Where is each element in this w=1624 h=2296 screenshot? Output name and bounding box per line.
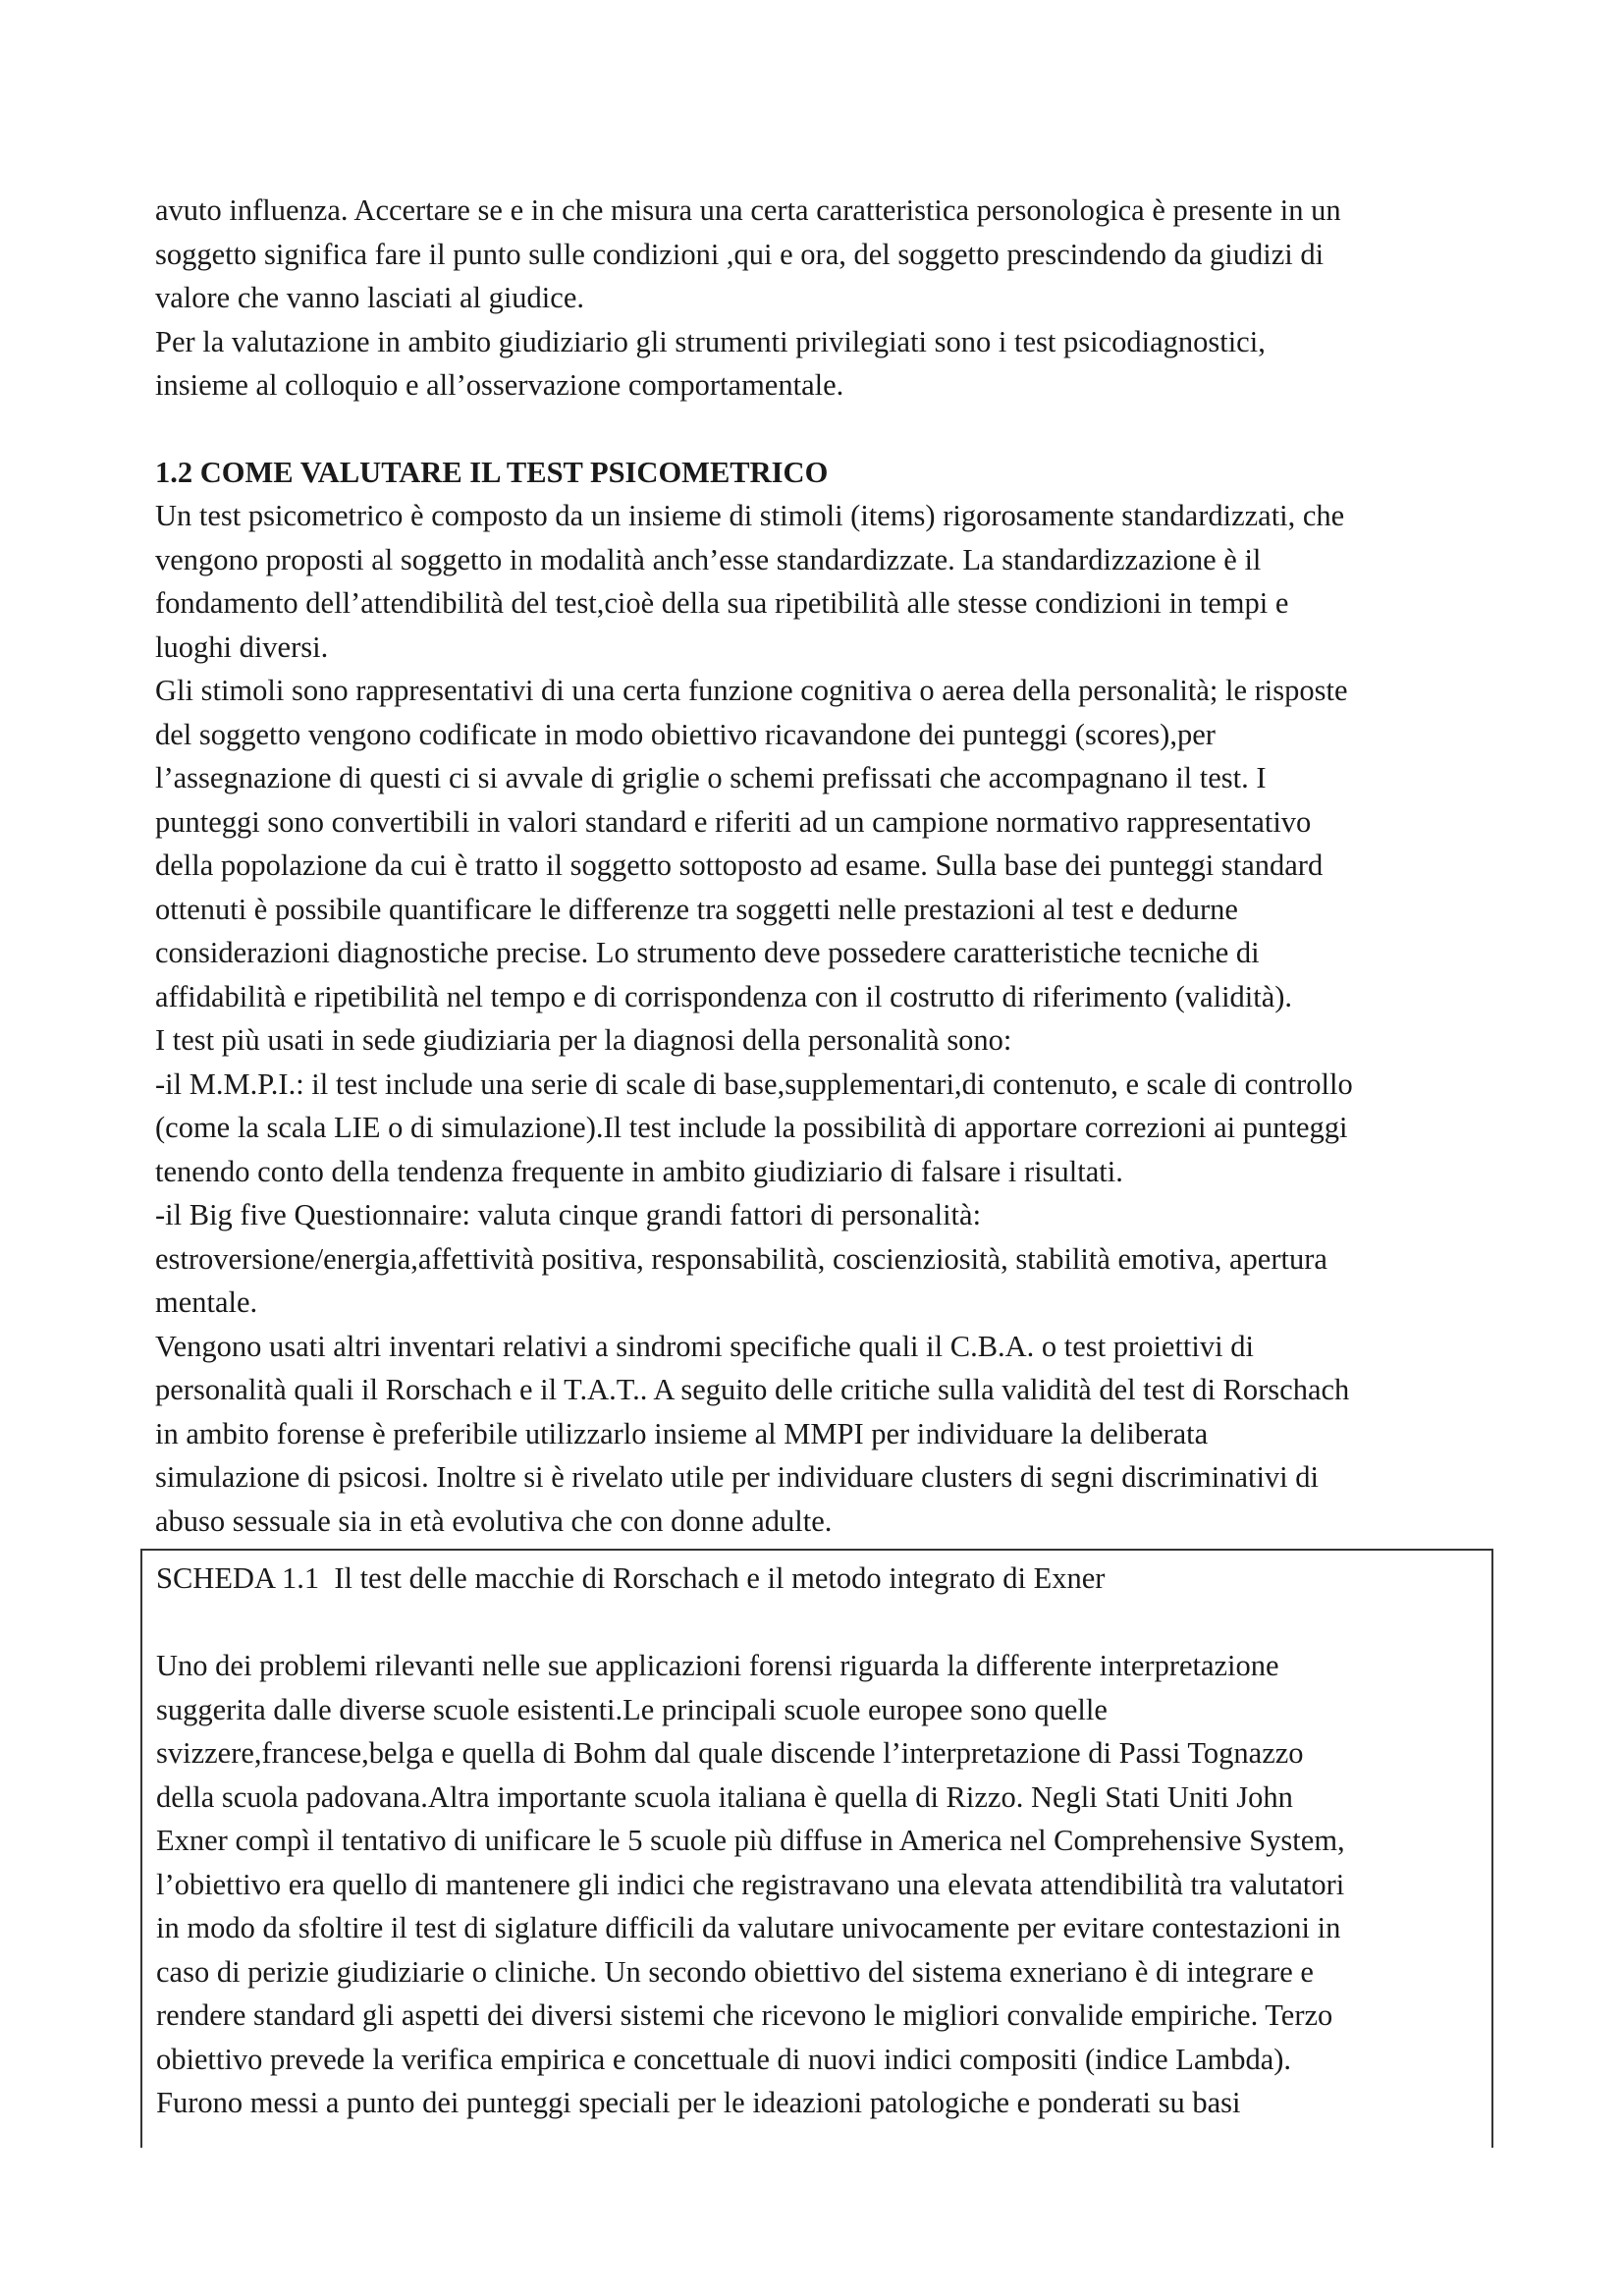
intro-paragraph [155, 189, 1490, 408]
document-body [155, 189, 1490, 1543]
text-line: Furono messi a punto dei punteggi speciali per le ideazioni patologiche e ponderati su basi [156, 2086, 1241, 2119]
text-line: (come la scala LIE o di simulazione).Il test include la possibilità di apportare correzioni ai punteggi [155, 1111, 1348, 1144]
scheda-paragraph [156, 1644, 1482, 2125]
text-line: suggerita dalle diverse scuole esistenti.Le principali scuole europee sono quelle [156, 1692, 1108, 1726]
text-line: luoghi diversi. [155, 629, 329, 664]
text-line: tenendo conto della tendenza frequente in ambito giudiziario di falsare i risultati. [155, 1154, 1123, 1188]
text-line: ottenuti è possibile quantificare le differenze tra soggetti nelle prestazioni al test e dedurne [155, 892, 1238, 926]
text-line: punteggi sono convertibili in valori standard e riferiti ad un campione normativo rappresentativo [155, 804, 1312, 839]
text-line: Gli stimoli sono rappresentativi di una certa funzione cognitiva o aerea della personalità; le risposte [155, 674, 1348, 707]
text-line: svizzere,francese,belga e quella di Bohm dal quale discende l’interpretazione di Passi Tognazzo [156, 1736, 1304, 1770]
scheda-box [140, 1549, 1493, 2148]
text-line: affidabilità e ripetibilità nel tempo e di corrispondenza con il costrutto di riferimento (validità). [155, 979, 1293, 1013]
text-line: della scuola padovana.Altra importante scuola italiana è quella di Rizzo. Negli Stati Uniti John [156, 1779, 1293, 1814]
text-line: rendere standard gli aspetti dei diversi sistemi che ricevono le migliori convalide empiriche. Terzo [156, 1998, 1333, 2032]
text-line: Uno dei problemi rilevanti nelle sue applicazioni forensi riguarda la differente interpretazione [156, 1649, 1279, 1682]
text-line: della popolazione da cui è tratto il soggetto sottoposto ad esame. Sulla base dei punteggi standard [155, 848, 1324, 882]
text-line: estroversione/energia,affettività positiva, responsabilità, coscienziosità, stabilità emotiva, apertura [155, 1241, 1327, 1276]
section-paragraph [155, 494, 1490, 1543]
text-line: del soggetto vengono codificate in modo obiettivo ricavandone dei punteggi (scores),per [155, 717, 1216, 751]
text-line: mentale. [155, 1285, 258, 1319]
text-line: personalità quali il Rorschach e il T.A.T.. A seguito delle critiche sulla validità del test di Rorschach [155, 1373, 1350, 1406]
text-line: Un test psicometrico è composto da un insieme di stimoli (items) rigorosamente standardizzati, che [155, 499, 1345, 532]
text-line: simulazione di psicosi. Inoltre si è rivelato utile per individuare clusters di segni discriminativi di [155, 1460, 1320, 1494]
text-line: in ambito forense è preferibile utilizzarlo insieme al MMPI per individuare la deliberata [155, 1416, 1209, 1450]
text-line: l’obiettivo era quello di mantenere gli indici che registravano una elevata attendibilità tra valutatori [156, 1867, 1345, 1901]
text-line: soggetto significa fare il punto sulle condizioni ,qui e ora, del soggetto prescindendo da giudizi di [155, 237, 1325, 271]
text-line: I test più usati in sede giudiziaria per la diagnosi della personalità sono: [155, 1023, 1012, 1057]
text-line: vengono proposti al soggetto in modalità anch’esse standardizzate. La standardizzazione è il [155, 542, 1262, 576]
text-line: caso di perizie giudiziarie o cliniche. Un secondo obiettivo del sistema exneriano è di integrare e [156, 1954, 1314, 1989]
text-line: considerazioni diagnostiche precise. Lo strumento deve possedere caratteristiche tecniche di [155, 936, 1260, 969]
text-line: -il M.M.P.I.: il test include una serie di scale di base,supplementari,di contenuto, e scale di controllo [155, 1066, 1353, 1101]
text-line: l’assegnazione di questi ci si avvale di griglie o schemi prefissati che accompagnano il test. I [155, 761, 1267, 794]
text-line: Per la valutazione in ambito giudiziario gli strumenti privilegiati sono i test psicodiagnostici, [155, 324, 1266, 358]
text-line: fondamento dell’attendibilità del test,cioè della sua ripetibilità alle stesse condizioni in tempi e [155, 586, 1289, 620]
text-line: insieme al colloquio e all’osservazione comportamentale. [155, 368, 844, 402]
text-line: avuto influenza. Accertare se e in che misura una certa caratteristica personologica è presente in un [155, 193, 1341, 227]
text-line: obiettivo prevede la verifica empirica e concettuale di nuovi indici compositi (indice Lambda). [156, 2042, 1292, 2076]
text-line: Vengono usati altri inventari relativi a sindromi specifiche quali il C.B.A. o test proiettivi di [155, 1329, 1254, 1363]
scheda-title: SCHEDA 1.1 Il test delle macchie di Rorschach e il metodo integrato di Exner [156, 1561, 1106, 1595]
text-line: valore che vanno lasciati al giudice. [155, 281, 584, 314]
text-line: abuso sessuale sia in età evolutiva che con donne adulte. [155, 1503, 833, 1538]
text-line: -il Big five Questionnaire: valuta cinque grandi fattori di personalità: [155, 1198, 982, 1231]
scheda-content [156, 1557, 1482, 2125]
text-line: Exner compì il tentativo di unificare le 5 scuole più diffuse in America nel Comprehensive System, [156, 1824, 1345, 1857]
section-heading: 1.2 COME VALUTARE IL TEST PSICOMETRICO [155, 455, 829, 489]
text-line: in modo da sfoltire il test di siglature difficili da valutare univocamente per evitare contestazioni in [156, 1911, 1341, 1944]
